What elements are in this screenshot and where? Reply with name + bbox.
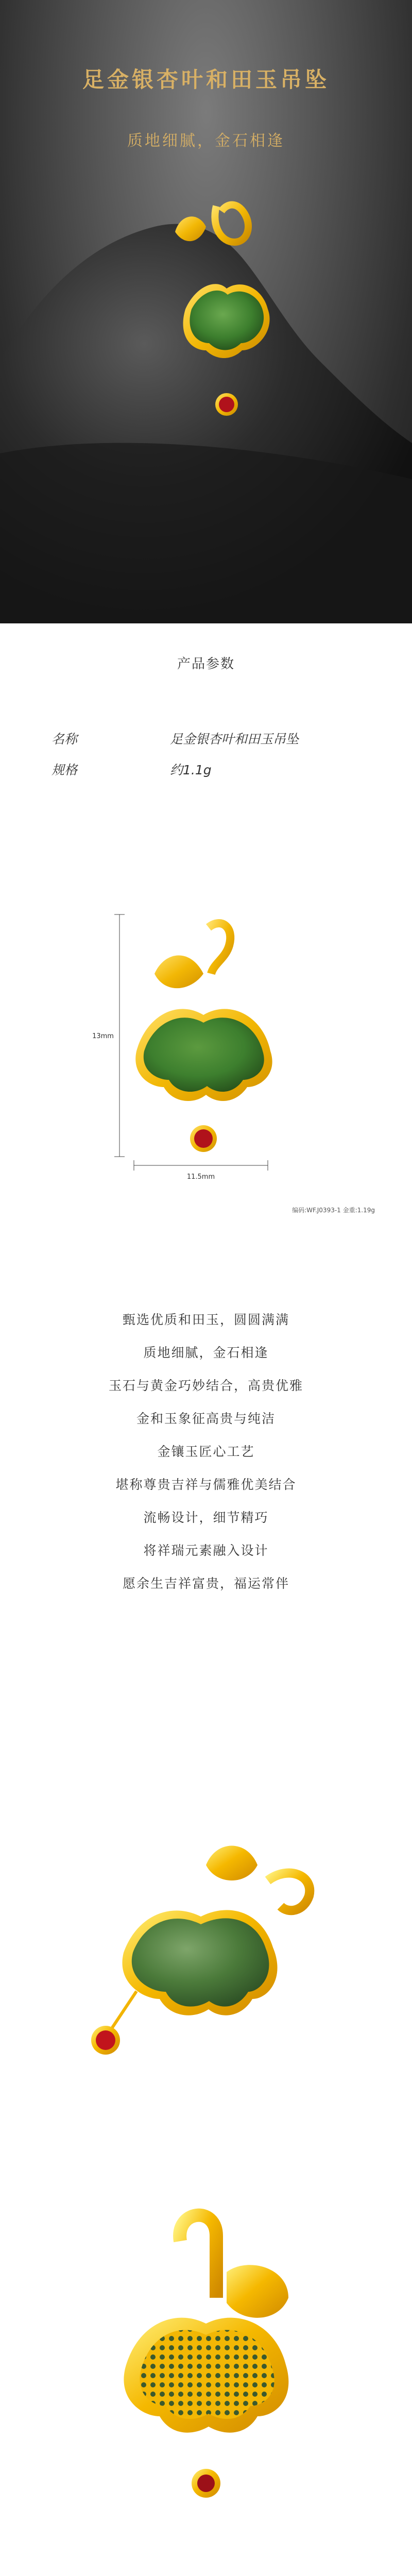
feature-line: 愿余生吉祥富贵，福运常伴: [122, 1576, 289, 1591]
height-label: 13mm: [92, 1032, 114, 1040]
hero-title: 足金银杏叶和田玉吊坠: [82, 67, 330, 92]
hero-banner: [0, 0, 412, 623]
feature-line: 质地细腻，金石相逢: [143, 1345, 269, 1360]
feature-line: 将祥瑞元素融入设计: [143, 1543, 269, 1558]
feature-line: 流畅设计，细节精巧: [143, 1510, 269, 1525]
feature-line: 甄选优质和田玉，圆圆满满: [122, 1312, 289, 1327]
params-heading: 产品参数: [177, 656, 235, 672]
feature-line: 堪称尊贵吉祥与儒雅优美结合: [115, 1477, 297, 1492]
product-photo-front: [0, 1710, 412, 2133]
param-value: 约1.1g: [170, 762, 212, 777]
param-row-name: [52, 729, 371, 755]
dimension-diagram: [0, 896, 412, 1226]
width-label: 11.5mm: [186, 1173, 215, 1181]
param-key: 名称: [52, 732, 78, 747]
param-value: 足金银杏叶和田玉吊坠: [170, 732, 299, 747]
param-key: 规格: [52, 762, 78, 777]
hero-subtitle: 质地细腻，金石相逢: [127, 132, 285, 150]
feature-line: 金镶玉匠心工艺: [157, 1444, 255, 1459]
product-photo-back: [0, 2195, 412, 2576]
feature-line: 金和玉象征高贵与纯洁: [136, 1411, 276, 1426]
param-row-spec: [52, 760, 371, 786]
product-code: 编码:WF.J0393-1 金重:1.19g: [292, 1207, 375, 1214]
feature-line: 玉石与黄金巧妙结合，高贵优雅: [108, 1378, 303, 1393]
feature-list: [0, 1303, 412, 1600]
